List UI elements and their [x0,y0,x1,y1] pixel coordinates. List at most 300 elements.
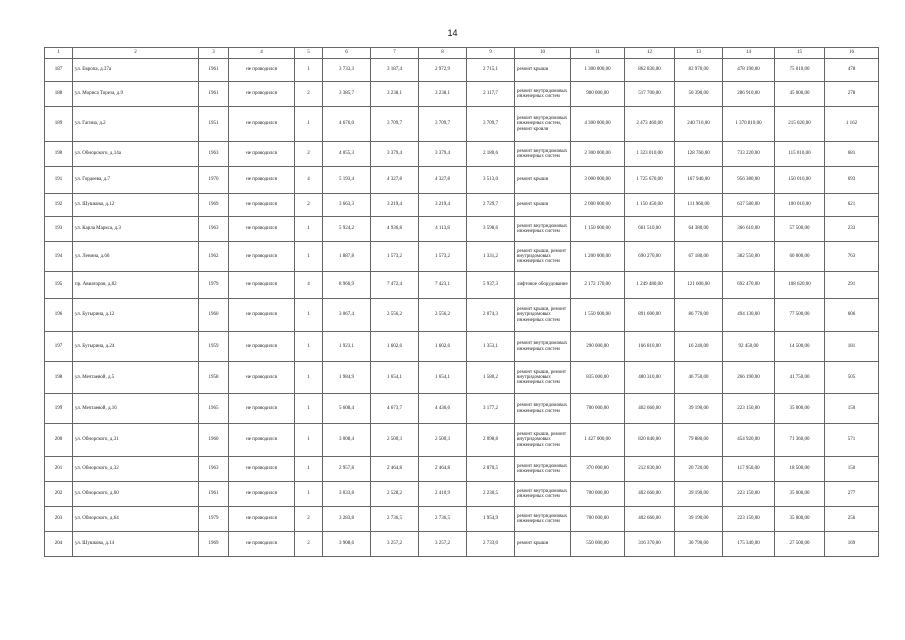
table-cell: 571 [825,424,879,457]
table-cell: 1970 [199,167,229,194]
table-row [45,457,879,482]
table-cell: 1 249 480,00 [625,272,675,299]
table-cell: не проводился [229,167,295,194]
table-cell: 1 [295,482,323,507]
table-cell: 1 [295,394,323,424]
table-cell: 1979 [199,507,229,532]
table-cell: 60 000,00 [775,242,825,272]
table-row [45,507,879,532]
table-cell: 64 380,00 [675,217,723,242]
table-cell: 193 [45,217,73,242]
table-cell: 190 [45,142,73,167]
table-cell: 77 500,00 [775,299,825,332]
table-cell: ул. Обнорского, д.32 [73,457,199,482]
table-cell: 286 910,00 [723,82,775,107]
table-cell: 1 [295,242,323,272]
table-cell: 194 [45,242,73,272]
table-cell: 41 750,00 [775,362,825,394]
table-cell: 8 966,9 [323,272,371,299]
table-cell: 1951 [199,107,229,142]
table-cell: 733 220,00 [723,142,775,167]
table-cell: 1 887,8 [323,242,371,272]
table-cell: ремонт внутридомовых инженерных систем [515,482,571,507]
table-cell: 3 379,4 [371,142,419,167]
table-cell: 478 190,00 [723,59,775,82]
table-cell: 3 709,7 [371,107,419,142]
table-cell: 1 602,6 [419,332,467,362]
table-cell: 3 513,0 [467,167,515,194]
table-cell: 1 573,2 [371,242,419,272]
table-cell: ул. Шушкова, д.12 [73,194,199,217]
table-cell: ул. Обнорского, д.60 [73,482,199,507]
table-cell: не проводился [229,457,295,482]
table-cell: ремонт крыши, ремонт внутридомовых инженерных систем [515,299,571,332]
table-cell: 763 [825,242,879,272]
table-cell: 2 070,5 [467,457,515,482]
table-cell: ул. Гагина, д.2 [73,107,199,142]
table-cell: 4 936,8 [371,217,419,242]
table-cell: 3 257,2 [371,532,419,557]
table-cell: 382 550,00 [723,242,775,272]
table-cell: 2 957,8 [323,457,371,482]
column-header: 15 [775,48,825,59]
table-cell: 1969 [199,532,229,557]
table-cell: 2 733,0 [467,532,515,557]
table-cell: 1 602,6 [371,332,419,362]
table-cell: 181 [825,332,879,362]
table-cell: 35 000,00 [775,394,825,424]
table-cell: 1963 [199,142,229,167]
table-cell: 3 598,6 [467,217,515,242]
table-row [45,394,879,424]
table-cell: 198 [45,362,73,394]
column-header: 11 [571,48,625,59]
table-row [45,332,879,362]
table-cell: 700 000,00 [571,482,625,507]
table-cell: 2 [295,507,323,532]
table-cell: 27 500,00 [775,532,825,557]
table-cell: 150 [825,394,879,424]
table-cell: не проводился [229,59,295,82]
table-cell: 1 [295,299,323,332]
table-cell: 4 113,8 [419,217,467,242]
table-cell: 2 172 170,00 [571,272,625,299]
table-cell: 2 556,2 [419,299,467,332]
table-cell: ремонт крыши [515,167,571,194]
table-cell: 204 [45,532,73,557]
table-cell: 1 150 000,00 [571,217,625,242]
table-cell: 2 736,5 [371,507,419,532]
table-cell: 2 000 000,00 [571,194,625,217]
table-cell: 1 654,1 [419,362,467,394]
table-cell: 1962 [199,242,229,272]
table-cell: 2 074,3 [467,299,515,332]
table-cell: 550 000,00 [571,532,625,557]
table-cell: 3 067,4 [323,299,371,332]
column-header: 10 [515,48,571,59]
table-cell: 2 972,9 [419,59,467,82]
table-cell: 1979 [199,272,229,299]
table-cell: ремонт внутридомовых инженерных систем [515,217,571,242]
table-cell: 5 937,3 [467,272,515,299]
table-cell: 5 924,2 [323,217,371,242]
table-cell: 891 600,00 [625,299,675,332]
table-cell: 621 [825,194,879,217]
table-cell: 2 464,8 [419,457,467,482]
table-cell: 201 [45,457,73,482]
table-cell: 39 190,00 [675,394,723,424]
table-cell: 7 423,1 [419,272,467,299]
table-cell: 3 709,7 [467,107,515,142]
table-cell: 2 180,6 [467,142,515,167]
table-cell: 316 370,00 [625,532,675,557]
table-row [45,82,879,107]
table-cell: 189 [45,107,73,142]
table-cell: ремонт внутридомовых инженерных систем, ремонт кровли [515,107,571,142]
table-row [45,142,879,167]
table-cell: 1965 [199,394,229,424]
table-cell: 3 385,7 [323,82,371,107]
table-cell: 1 [295,457,323,482]
table-cell: 517 700,00 [625,82,675,107]
table-cell: 150 010,00 [775,167,825,194]
table-cell: 175 340,00 [723,532,775,557]
table-cell: 1 954,9 [467,507,515,532]
table-cell: 2 556,2 [371,299,419,332]
table-cell: ремонт внутридомовых инженерных систем [515,332,571,362]
table-row [45,194,879,217]
table-row [45,299,879,332]
table-row [45,217,879,242]
column-header: 1 [45,48,73,59]
table-cell: 35 000,00 [775,482,825,507]
table-cell: 402 660,00 [625,507,675,532]
table-cell: 4 327,8 [371,167,419,194]
table-cell: ул. Карла Маркса, д.3 [73,217,199,242]
table-cell: 2 500,3 [371,424,419,457]
table-cell: ул. Обнорского, д.31 [73,424,199,457]
column-header: 4 [229,48,295,59]
table-cell: 1 580,2 [467,362,515,394]
column-header: 5 [295,48,323,59]
table-cell: 18 500,00 [775,457,825,482]
table-cell: 1 150 450,00 [625,194,675,217]
table-cell: 7 472,4 [371,272,419,299]
table-cell: 2 [295,532,323,557]
table-cell: не проводился [229,217,295,242]
column-header: 14 [723,48,775,59]
table-cell: 693 [825,167,879,194]
table-cell: 46 750,00 [675,362,723,394]
table-cell: 1963 [199,217,229,242]
table-cell: 223 150,00 [723,394,775,424]
table-cell: не проводился [229,482,295,507]
table-row [45,167,879,194]
table-cell: 1 200 000,00 [571,242,625,272]
table-cell: 266 190,00 [723,362,775,394]
table-cell: ул. Обнорского, д.14а [73,142,199,167]
table-cell: 835 000,00 [571,362,625,394]
table-cell: 202 [45,482,73,507]
table-cell: не проводился [229,394,295,424]
table-cell: 2 500,3 [419,424,467,457]
table-cell: не проводился [229,272,295,299]
table-cell: 3 187,4 [371,59,419,82]
table-cell: 233 [825,217,879,242]
table-cell: 862 830,00 [625,59,675,82]
header-row [45,48,879,59]
table-cell: 1 [295,362,323,394]
table-cell: 820 840,00 [625,424,675,457]
table-cell: ремонт внутридомовых инженерных систем [515,457,571,482]
table-cell: 200 [45,424,73,457]
table-cell: 3 379,4 [419,142,467,167]
table-cell: ремонт крыши [515,59,571,82]
data-table [44,47,879,557]
table-cell: 115 010,00 [775,142,825,167]
table-cell: 1960 [199,299,229,332]
table-cell: 2 729,7 [467,194,515,217]
column-header: 12 [625,48,675,59]
table-cell: 45 000,00 [775,82,825,107]
table-cell: 1 300 000,00 [571,59,625,82]
table-cell: 1 923,1 [323,332,371,362]
table-cell: 4 [295,167,323,194]
table-cell: ул. Шушкова, д.14 [73,532,199,557]
column-header: 9 [467,48,515,59]
table-cell: 277 [825,482,879,507]
table-cell: 2 473 460,00 [625,107,675,142]
table-cell: 57 500,00 [775,217,825,242]
table-cell: 1959 [199,332,229,362]
table-cell: ремонт внутридомовых инженерных систем [515,142,571,167]
table-cell: 3 709,7 [419,107,467,142]
table-cell: 212 830,00 [625,457,675,482]
column-header: 13 [675,48,723,59]
table-cell: не проводился [229,362,295,394]
table-cell: 16 240,00 [675,332,723,362]
column-header: 7 [371,48,419,59]
table-cell: 4 055,3 [323,142,371,167]
table-cell: 661 510,00 [625,217,675,242]
table-cell: 203 [45,507,73,532]
table-cell: 79 880,00 [675,424,723,457]
table-cell: не проводился [229,507,295,532]
table-cell: 108 620,00 [775,272,825,299]
table-cell: 1969 [199,194,229,217]
table-cell: 92 450,00 [723,332,775,362]
page-number: 14 [447,28,458,38]
table-row [45,272,879,299]
table-cell: 197 [45,332,73,362]
table-cell: не проводился [229,424,295,457]
table-cell: 39 190,00 [675,507,723,532]
table-cell: 1 550 000,00 [571,299,625,332]
table-cell: 2 528,2 [371,482,419,507]
table-cell: 1 331,2 [467,242,515,272]
table-cell: не проводился [229,299,295,332]
table-cell: 4 436,6 [419,394,467,424]
table-cell: ремонт внутридомовых инженерных систем [515,394,571,424]
column-header: 8 [419,48,467,59]
table-cell: 4 673,7 [371,394,419,424]
table-cell: 117 950,00 [723,457,775,482]
table-cell: 478 [825,59,879,82]
table-cell: ремонт внутридомовых инженерных систем [515,507,571,532]
table-cell: 956 380,00 [723,167,775,194]
table-cell: 1 353,1 [467,332,515,362]
table-cell: 3 663,3 [323,194,371,217]
table-cell: не проводился [229,82,295,107]
table-cell: 1 984,9 [323,362,371,394]
table-cell: 4 676,0 [323,107,371,142]
table-cell: 3 033,8 [323,482,371,507]
table-cell: 1961 [199,59,229,82]
table-cell: 637 580,00 [723,194,775,217]
table-cell: 3 219,4 [419,194,467,217]
table-cell: не проводился [229,107,295,142]
table-cell: 480 310,00 [625,362,675,394]
table-cell: 67 180,00 [675,242,723,272]
table-cell: пр. Авиаторов, д.82 [73,272,199,299]
table-cell: 278 [825,82,879,107]
table-cell: 370 000,00 [571,457,625,482]
table-cell: 50 390,00 [675,82,723,107]
table-row [45,424,879,457]
table-cell: 692 470,00 [723,272,775,299]
table-cell: 1 [295,332,323,362]
table-cell: 1 162 [825,107,879,142]
table-cell: 30 790,00 [675,532,723,557]
table-cell: 1 725 670,00 [625,167,675,194]
table-cell: ул. Обнорского, д.64 [73,507,199,532]
table-cell: 75 010,00 [775,59,825,82]
table-cell: 2 715,1 [467,59,515,82]
table-cell: 71 360,00 [775,424,825,457]
table-cell: 128 760,00 [675,142,723,167]
table-cell: 195 [45,272,73,299]
table-row [45,242,879,272]
table-cell: 1 573,2 [419,242,467,272]
table-cell: ремонт крыши, ремонт внутридомовых инженерных систем [515,242,571,272]
table-cell: 3 219,4 [371,194,419,217]
table-row [45,59,879,82]
table-body [45,59,879,557]
table-cell: 505 [825,362,879,394]
table-cell: не проводился [229,194,295,217]
table-cell: ул. Мечтаевой, д.5 [73,362,199,394]
table-cell: не проводился [229,242,295,272]
table-cell: ул. Ленина, д.60 [73,242,199,272]
table-cell: 14 500,00 [775,332,825,362]
table-cell: 39 190,00 [675,482,723,507]
table-row [45,107,879,142]
table-cell: 700 000,00 [571,507,625,532]
table-row [45,532,879,557]
table-cell: 192 [45,194,73,217]
table-cell: 690 270,00 [625,242,675,272]
table-cell: 2 410,9 [419,482,467,507]
column-header: 2 [73,48,199,59]
table-cell: 223 150,00 [723,507,775,532]
table-cell: 2 736,5 [419,507,467,532]
table-cell: ремонт крыши, ремонт внутридомовых инженерных систем [515,424,571,457]
table-cell: ул. Гордеева, д.7 [73,167,199,194]
table-cell: 366 610,00 [723,217,775,242]
table-cell: ремонт внутридомовых инженерных систем [515,82,571,107]
table-cell: 3 283,8 [323,507,371,532]
column-header: 6 [323,48,371,59]
table-cell: 35 000,00 [775,507,825,532]
table-cell: 169 [825,532,879,557]
table-cell: 240 710,00 [675,107,723,142]
table-cell: 494 130,00 [723,299,775,332]
table-cell: 5 608,4 [323,394,371,424]
table-cell: не проводился [229,532,295,557]
table-row [45,362,879,394]
table-cell: 196 [45,299,73,332]
table-cell: 3 238,1 [419,82,467,107]
table-cell: 1 [295,59,323,82]
table-cell: ул. Европа, д.37а [73,59,199,82]
table-cell: 199 [45,394,73,424]
table-cell: 4 [295,272,323,299]
table-cell: 1 370 810,00 [723,107,775,142]
table-cell: 1963 [199,457,229,482]
table-cell: 3 177,2 [467,394,515,424]
table-cell: 4 300 000,00 [571,107,625,142]
table-cell: ул. Бутырина, д.12 [73,299,199,332]
table-cell: 166 810,00 [625,332,675,362]
table-cell: не проводился [229,332,295,362]
column-header: 3 [199,48,229,59]
table-cell: ул. Мориса Тореза, д.9 [73,82,199,107]
table-cell: 402 660,00 [625,482,675,507]
table-cell: 1960 [199,424,229,457]
table-cell: 3 908,6 [323,532,371,557]
table-cell: 291 [825,272,879,299]
table-cell: 3 000 000,00 [571,167,625,194]
table-cell: 215 020,00 [775,107,825,142]
table-cell: 3 238,1 [371,82,419,107]
table-cell: 256 [825,507,879,532]
table-cell: 2 [295,142,323,167]
table-cell: 1 [295,424,323,457]
table-cell: 111 960,00 [675,194,723,217]
table-cell: 2 230,5 [467,482,515,507]
table-cell: 1 427 000,00 [571,424,625,457]
column-header: 16 [825,48,879,59]
table-cell: 2 098,8 [467,424,515,457]
table-cell: ул. Мечтаевой, д.16 [73,394,199,424]
table-cell: 191 [45,167,73,194]
table-cell: ремонт крыши, ремонт внутридомовых инженерных систем [515,362,571,394]
table-cell: 188 [45,82,73,107]
table-cell: ремонт крыши [515,194,571,217]
table-cell: 150 [825,457,879,482]
table-cell: 83 970,00 [675,59,723,82]
table-cell: 2 464,8 [371,457,419,482]
table-cell: 3 008,4 [323,424,371,457]
table-cell: 681 [825,142,879,167]
table-cell: 167 940,00 [675,167,723,194]
table-cell: 1958 [199,362,229,394]
table-cell: 606 [825,299,879,332]
table-cell: 402 660,00 [625,394,675,424]
table-cell: ремонт крыши [515,532,571,557]
table-row [45,482,879,507]
table-cell: 900 000,00 [571,82,625,107]
